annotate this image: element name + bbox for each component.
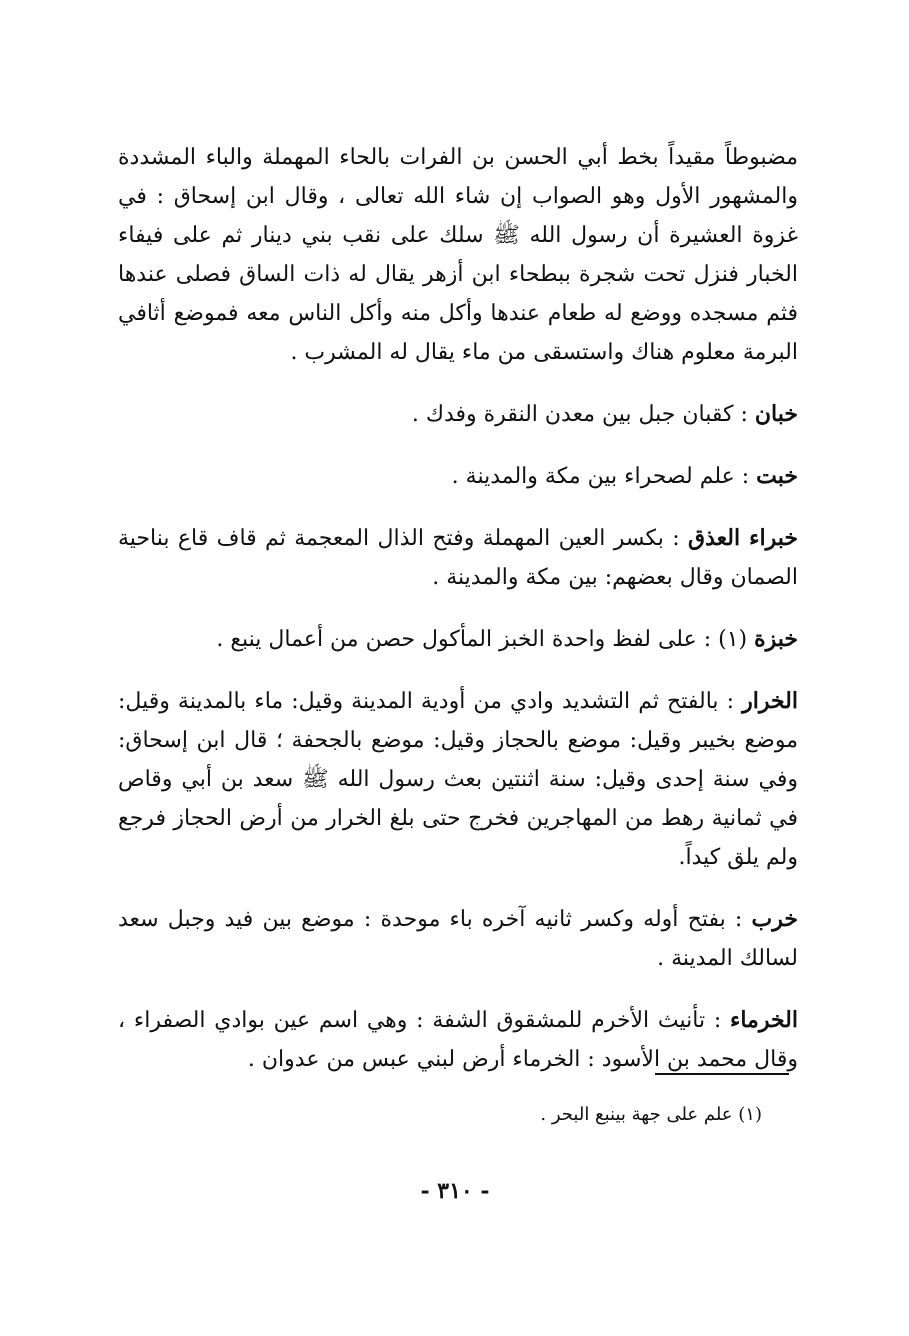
- entry-term: خبراء العذق: [688, 525, 798, 551]
- entry-definition: (١) : على لفظ واحدة الخبز المأكول حصن من أعمال ينبع .: [216, 627, 755, 652]
- entry-khabra-al-adhq: [118, 519, 798, 597]
- entry-kharib: [118, 900, 798, 978]
- page-number: - ٣١٠ -: [420, 1178, 490, 1204]
- entry-definition: : بفتح أوله وكسر ثانيه آخره باء موحدة : موضع بين فيد وجبل سعد لسالك المدينة .: [118, 907, 798, 971]
- entry-definition: : بالفتح ثم التشديد وادي من أودية المدينة وقيل: ماء بالمدينة وقيل: موضع بخيبر وقيل: موضع بالحجاز وقيل: موضع بالجحفة ؛ قال ابن إسحاق: وفي سنة إحدى وقيل: سنة اثنتين بعث رسول الله ﷺ سعد بن أبي وقاص في ثمانية رهط من المهاجرين فخرج حتى بلغ الخرار من أرض الحجاز فرجع ولم يلق كيداً.: [118, 689, 798, 870]
- entry-al-kharma: [118, 1001, 798, 1079]
- entry-term: الخرماء: [730, 1007, 798, 1033]
- intro-paragraph: مضبوطاً مقيداً بخط أبي الحسن بن الفرات بالحاء المهملة والباء المشددة والمشهور الأول وهو الصواب إن شاء الله تعالى ، وقال ابن إسحاق : في غزوة العشيرة أن رسول الله ﷺ سلك على نقب بني دينار ثم على فيفاء الخبار فنزل تحت شجرة ببطحاء ابن أزهر يقال له ذات الساق فصلى عندها فثم مسجده ووضع له طعام عندها وأكل منه وأكل الناس معه فموضع أثافي البرمة معلوم هناك واستسقى من ماء يقال له المشرب .: [118, 145, 798, 365]
- entry-term: خبت: [756, 463, 798, 489]
- entry-term: الخرار: [742, 688, 798, 714]
- main-text: [118, 138, 798, 1102]
- entry-khubza: [118, 620, 798, 659]
- entry-khabt: [118, 457, 798, 496]
- entry-definition: : كقبان جبل بين معدن النقرة وفدك .: [411, 402, 755, 427]
- entry-term: خبزة: [754, 626, 798, 652]
- footnote-divider: [655, 1073, 789, 1075]
- footnote: (١) علم على جهة بينبع البحر .: [540, 1104, 762, 1125]
- entry-al-kharrar: [118, 682, 798, 877]
- entry-term: خبان: [754, 401, 798, 427]
- entry-khabban: [118, 395, 798, 434]
- entry-definition: : تأنيث الأخرم للمشقوق الشفة : وهي اسم عين بوادي الصفراء ، وقال محمد بن الأسود : الخرماء أرض لبني عبس من عدوان .: [118, 1008, 798, 1072]
- entry-term: خرب: [751, 906, 798, 932]
- entry-definition: : علم لصحراء بين مكة والمدينة .: [451, 464, 757, 489]
- entry-definition: : بكسر العين المهملة وفتح الذال المعجمة ثم قاف قاع بناحية الصمان وقال بعضهم: بين مكة والمدينة .: [118, 526, 798, 590]
